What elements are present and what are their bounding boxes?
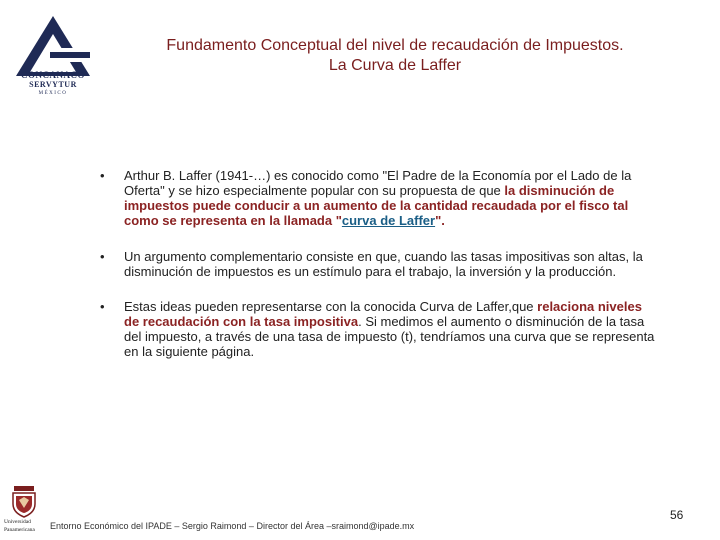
bullet-text: Estas ideas pueden representarse con la conocida Curva de Laffer,que bbox=[124, 299, 538, 314]
ipade-logo bbox=[8, 486, 40, 518]
bullet-highlight: la disminución de impuestos puede conducir a un aumento de la cantidad recaudada por el fisco tal como se representa en la llamada bbox=[124, 183, 629, 228]
university-line2: Panamericana bbox=[4, 527, 35, 533]
quote-open: " bbox=[332, 213, 342, 228]
logo-name-line2: SERVYTUR bbox=[29, 80, 77, 89]
logo-name-line3: MÉXICO bbox=[38, 91, 68, 96]
bullet-list bbox=[100, 168, 660, 359]
bullet-text-end: . Si medimos el aumento o disminución de la tasa del impuesto, a través de una tasa de impuesto (t), tendríamos una curva que se representa en la siguiente página. bbox=[124, 314, 655, 359]
title-line-2: La Curva de Laffer bbox=[328, 57, 462, 74]
bullet-text: Arthur B. Laffer (1941-…) es conocido como "El Padre de la Economía por el Lado de la Oferta" y se hizo especialmente popular con su propuesta de que bbox=[124, 168, 632, 198]
page-number: 56 bbox=[670, 508, 684, 522]
curva-de-laffer-link[interactable]: curva de Laffer bbox=[341, 213, 436, 228]
bullet-dot: • bbox=[100, 299, 105, 314]
bullet-item-argument bbox=[100, 249, 660, 279]
bullet-highlight: relaciona niveles de recaudación con la tasa impositiva bbox=[124, 299, 642, 329]
bullet-item-laffer bbox=[100, 168, 660, 228]
footer-text: Entorno Económico del IPADE – Sergio Raimond – Director del Área –sraimond@ipade.mx bbox=[50, 521, 415, 531]
ipade-shield-icon bbox=[8, 486, 40, 518]
university-line1: Universidad bbox=[4, 519, 31, 525]
bullet-dot: • bbox=[100, 249, 105, 264]
logo-name-line1: CONCANACO bbox=[21, 70, 85, 80]
bullet-item-curve bbox=[100, 299, 660, 359]
slide-title bbox=[100, 36, 690, 76]
bullet-dot: • bbox=[100, 168, 105, 183]
quote-close: ". bbox=[435, 213, 445, 228]
university-name bbox=[4, 518, 52, 534]
title-line-1: Fundamento Conceptual del nivel de recaudación de Impuestos. bbox=[166, 37, 624, 54]
bullet-text: Un argumento complementario consiste en que, cuando las tasas impositivas son altas, la disminución de impuestos es un estímulo para el trabajo, la inversión y la producción. bbox=[124, 249, 643, 279]
